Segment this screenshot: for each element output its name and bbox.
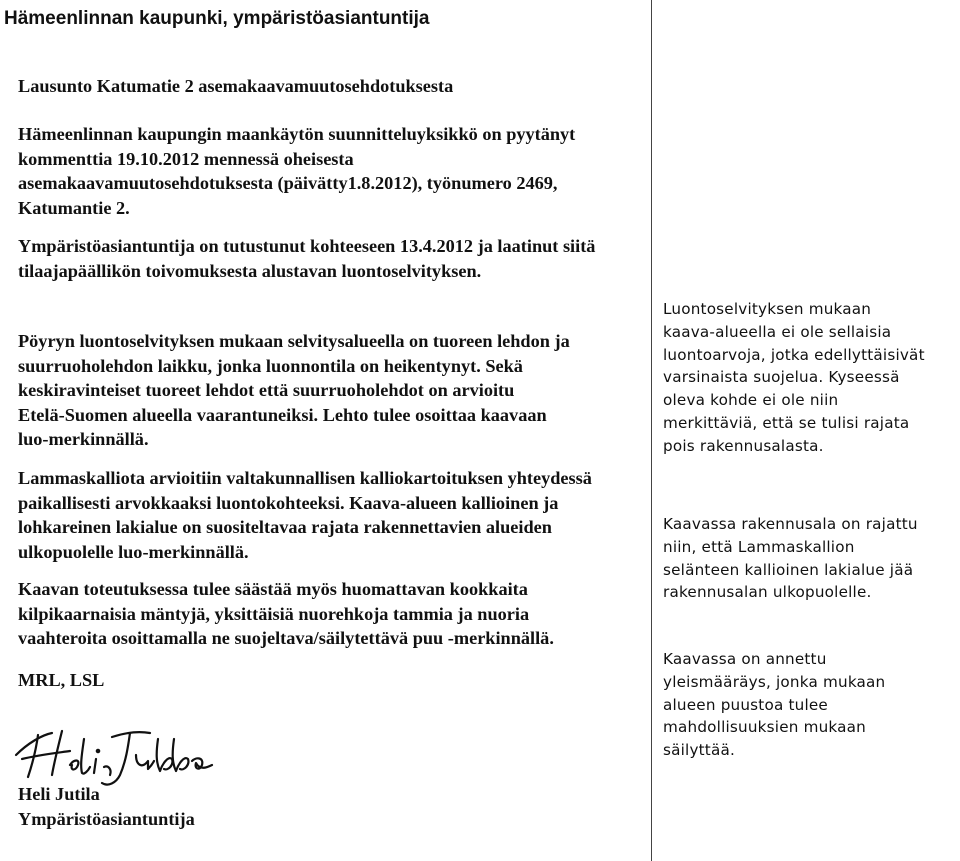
signatory-block: [18, 782, 195, 831]
column-divider: [651, 0, 652, 861]
response-paragraph: Luontoselvityksen mukaan kaava-alueella ei ole sellaisia luontoarvoja, jotka edellyttäisivät varsinaista suojelua. Kyseessä oleva kohde ei ole niin merkittäviä, että se tulisi rajata pois rakennusalasta.: [663, 300, 925, 455]
letter-paragraph: Lammaskalliota arvioitiin valtakunnallisen kalliokartoituksen yhteydessä paikallisesti arvokkaaksi luontokohteeksi. Kaava-alueen kallioinen ja lohkareinen lakialue on suositeltavaa rajata rakennettavien alueiden ulkopuolelle luo-merkinnällä.: [18, 468, 592, 562]
letter-law-reference: MRL, LSL: [18, 670, 105, 690]
letter-paragraph: Ympäristöasiantuntija on tutustunut kohteeseen 13.4.2012 ja laatinut siitä tilaajapäällikön toivomuksesta alustavan luontoselvityksen.: [18, 236, 596, 281]
response-paragraph: Kaavassa rakennusala on rajattu niin, että Lammaskallion selänteen kallioinen lakialue jää rakennusalan ulkopuolelle.: [663, 515, 918, 602]
page-title: Hämeenlinnan kaupunki, ympäristöasiantuntija: [4, 8, 430, 29]
letter-paragraph: Pöyryn luontoselvityksen mukaan selvitysalueella on tuoreen lehdon ja suurruoholehdon laikku, jonka luonnontila on heikentynyt. Sekä keskiravinteiset tuoreet lehdot että suurruoholehdot on arvioitu Etelä-Suomen alueella vaarantuneiksi. Lehto tulee osoittaa kaavaan luo-merkinnällä.: [18, 331, 570, 449]
signatory-role: Ympäristöasiantuntija: [18, 808, 195, 829]
response-paragraph: Kaavassa on annettu yleismääräys, jonka mukaan alueen puustoa tulee mahdollisuuksien mukaan säilyttää.: [663, 650, 886, 760]
letter-subject: Lausunto Katumatie 2 asemakaavamuutosehdotuksesta: [18, 76, 454, 96]
letter-paragraph: Kaavan toteutuksessa tulee säästää myös huomattavan kookkaita kilpikaarnaisia mäntyjä, yksittäisiä nuorehkoja tammia ja nuoria vaahteroita osoittamalla ne suojeltava/säilytettävä puu -merkinnällä.: [18, 579, 554, 648]
letter-paragraph: Hämeenlinnan kaupungin maankäytön suunnitteluyksikkö on pyytänyt kommenttia 19.10.2012 mennessä oheisesta asemakaavamuutosehdotuksesta (päivätty1.8.2012), työnumero 2469, Katumantie 2.: [18, 124, 576, 218]
signatory-name: Heli Jutila: [18, 784, 100, 804]
